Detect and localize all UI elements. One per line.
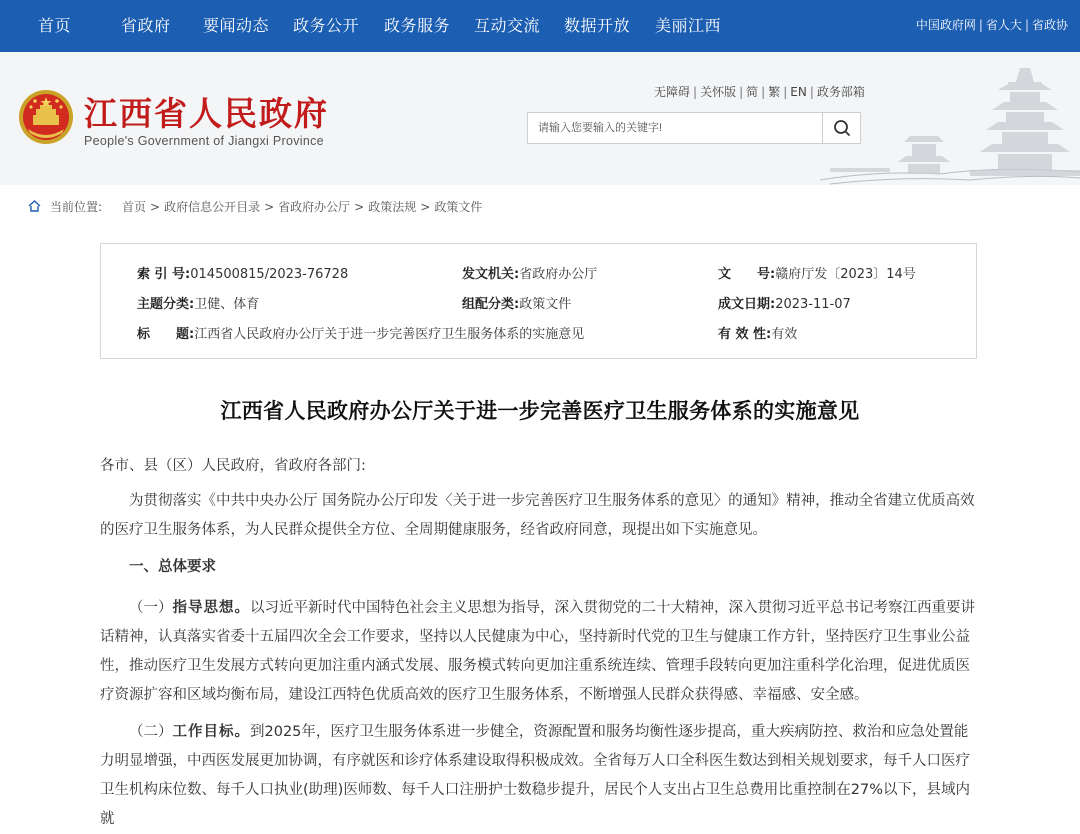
breadcrumb-separator: >: [150, 200, 161, 214]
metadata-row: [101, 263, 976, 287]
paragraph-text: 以习近平新时代中国特色社会主义思想为指导，深入贯彻党的二十大精神，深入贯彻习近平总书记考察江西重要讲话精神，认真落实省委十五届四次全会工作要求，坚持以人民健康为中心，坚持新时代党的卫生与健康工作方针，坚持医疗卫生事业公益性，推动医疗卫生发展方式转向更加注重内涵式发展、服务模式转向更加注重系统连续、管理手段转向更加注重科学化治理，促进优质医疗资源扩容和区域均衡布局，建设江西特色优质高效的医疗卫生服务体系，不断增强人民群众获得感、幸福感、安全感。: [100, 600, 975, 703]
nav-item-provincial-government[interactable]: 省政府: [121, 16, 171, 35]
topic-category-field: [137, 293, 259, 312]
section-heading: 一、总体要求: [129, 559, 216, 575]
validity-field: [718, 323, 797, 342]
drafting-date-label: 成文日期:: [718, 297, 776, 312]
breadcrumb-trail: [122, 198, 482, 215]
link-simplified-chinese[interactable]: 简: [746, 85, 759, 99]
article-title: 江西省人民政府办公厅关于进一步完善医疗卫生服务体系的实施意见: [220, 399, 860, 423]
paragraph-keyword: 指导思想。: [172, 599, 250, 616]
breadcrumb-separator: >: [264, 200, 275, 214]
document-title-label: 标 题:: [137, 327, 195, 342]
validity-label: 有 效 性:: [718, 327, 772, 342]
paragraph-number: （二）: [129, 724, 173, 740]
index-number-value: 014500815/2023-76728: [190, 267, 349, 282]
divider: |: [1024, 18, 1029, 32]
top-navigation-bar: [0, 0, 1080, 52]
link-english[interactable]: EN: [790, 85, 807, 99]
tengwang-pavilion-illustration: [820, 62, 1080, 185]
work-goals-paragraph: [100, 717, 980, 834]
issuing-authority-field: [462, 263, 597, 282]
top-right-links: [916, 0, 1068, 52]
link-provincial-cppcc[interactable]: 省政协: [1031, 18, 1068, 32]
nav-item-open-data[interactable]: 数据开放: [564, 16, 631, 35]
breadcrumb-policy-documents[interactable]: 政策文件: [434, 200, 483, 214]
metadata-row: [101, 293, 976, 317]
breadcrumb-info-disclosure-catalog[interactable]: 政府信息公开目录: [164, 200, 261, 214]
divider: |: [693, 85, 698, 99]
link-care-version[interactable]: 关怀版: [700, 85, 737, 99]
link-government-mailbox[interactable]: 政务部箱: [816, 85, 865, 99]
document-title-field: [137, 323, 584, 342]
document-title-value: 江西省人民政府办公厅关于进一步完善医疗卫生服务体系的实施意见: [194, 327, 585, 342]
nav-item-government-affairs-disclosure[interactable]: 政务公开: [293, 16, 360, 35]
metadata-row: [101, 323, 976, 347]
site-title[interactable]: 江西省人民政府: [84, 94, 329, 133]
divider: |: [978, 18, 983, 32]
document-number-label: 文 号:: [718, 267, 776, 282]
paragraph-keyword: 工作目标。: [172, 723, 250, 740]
search-box: [527, 112, 861, 144]
nav-item-news[interactable]: 要闻动态: [203, 16, 270, 35]
nav-item-beautiful-jiangxi[interactable]: 美丽江西: [655, 16, 722, 35]
nav-item-home[interactable]: 首页: [38, 16, 72, 35]
national-emblem-icon[interactable]: [18, 89, 74, 145]
document-number-field: [718, 263, 916, 282]
breadcrumb-policies-regulations[interactable]: 政策法规: [368, 200, 417, 214]
issuing-authority-label: 发文机关:: [462, 267, 520, 282]
topic-category-value: 卫健、体育: [194, 297, 260, 312]
document-number-value: 赣府厅发〔2023〕14号: [775, 267, 916, 282]
divider: |: [783, 85, 788, 99]
divider: |: [739, 85, 744, 99]
paragraph-text: 到2025年，医疗卫生服务体系进一步健全，资源配置和服务均衡性逐步提高，重大疾病防控、救治和应急处置能力明显增强，中西医发展更加协调，有序就医和诊疗体系建设取得积极成效。全省每万人口全科医生数达到相关规划要求，每千人口医疗卫生机构床位数、每千人口执业(助理)医师数、每千人口注册护士数稳步提升，居民个人支出占卫生总费用比重控制在27%以下，县域内就: [100, 724, 971, 827]
divider: |: [809, 85, 814, 99]
breadcrumb-general-office[interactable]: 省政府办公厅: [278, 200, 351, 214]
breadcrumb-label: 当前位置:: [50, 200, 103, 214]
link-traditional-chinese[interactable]: 繁: [768, 85, 781, 99]
nav-item-interaction[interactable]: 互动交流: [474, 16, 541, 35]
article-intro-paragraph: 为贯彻落实《中共中央办公厅 国务院办公厅印发〈关于进一步完善医疗卫生服务体系的意见〉的通知》精神，推动全省建立优质高效的医疗卫生服务体系，为人民群众提供全方位、全周期健康服务，经省政府同意，现提出如下实施意见。: [100, 493, 975, 538]
breadcrumb-separator: >: [354, 200, 365, 214]
paragraph-number: （一）: [129, 600, 173, 616]
issuing-authority-value: 省政府办公厅: [519, 267, 598, 282]
index-number-field: [137, 263, 348, 282]
article-salutation: 各市、县（区）人民政府，省政府各部门:: [100, 458, 366, 474]
divider: |: [761, 85, 766, 99]
validity-value: 有效: [771, 327, 798, 342]
link-accessibility[interactable]: 无障碍: [654, 85, 691, 99]
breadcrumb-separator: >: [420, 200, 431, 214]
site-header: [0, 52, 1080, 185]
search-input[interactable]: [528, 113, 822, 143]
guiding-ideology-paragraph: [100, 593, 980, 710]
index-number-label: 索 引 号:: [137, 267, 191, 282]
composition-category-value: 政策文件: [519, 297, 572, 312]
drafting-date-value: 2023-11-07: [775, 297, 851, 312]
link-china-government[interactable]: 中国政府网: [915, 18, 976, 32]
home-icon: [28, 200, 41, 212]
document-metadata-box: [100, 243, 977, 359]
composition-category-label: 组配分类:: [462, 297, 520, 312]
site-subtitle: People's Government of Jiangxi Province: [84, 134, 324, 148]
topic-category-label: 主题分类:: [137, 297, 195, 312]
drafting-date-field: [718, 293, 851, 312]
composition-category-field: [462, 293, 571, 312]
breadcrumb-home[interactable]: 首页: [122, 200, 147, 214]
nav-item-government-services[interactable]: 政务服务: [384, 16, 451, 35]
link-provincial-congress[interactable]: 省人大: [985, 18, 1022, 32]
